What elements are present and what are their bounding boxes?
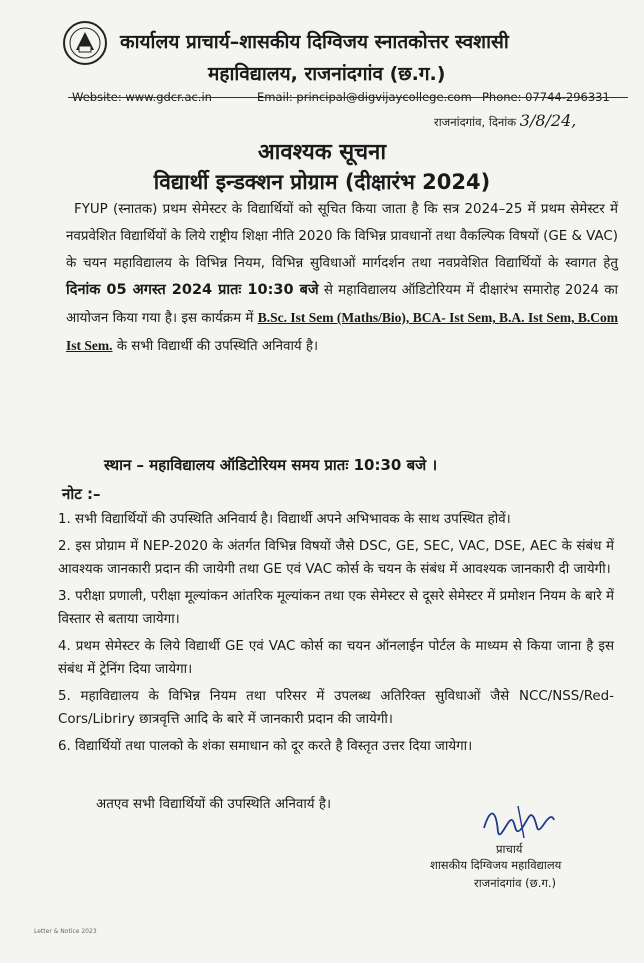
body-part-2: से महाविद्यालय ऑडिटोरियम में दीक्षारंभ समारोह 2024 का आयोजन किया गया है। इस कार्यक्रम में	[66, 283, 618, 326]
phone-text: Phone: 07744-296331	[482, 90, 610, 104]
note-item: 4. प्रथम सेमेस्टर के लिये विद्यार्थी GE एवं VAC कोर्स का चयन ऑनलाईन पोर्टल के माध्यम से किया जाना है इस संबंध में ट्रेनिंग दिया जायेगा।	[58, 638, 614, 677]
signatory-college: शासकीय दिग्विजय महाविद्यालय	[430, 858, 562, 872]
notice-subtitle: विद्यार्थी इन्डक्शन प्रोग्राम (दीक्षारंभ 2024)	[153, 170, 491, 194]
body-part-1: FYUP (स्नातक) प्रथम सेमेस्टर के विद्यार्थियों को सूचित किया जाता है कि सत्र 2024–25 में प्रथम सेमेस्टर में नवप्रवेशित विद्यार्थियों के लिये राष्ट्रीय शिक्षा नीति 2020 कि विभिन्न प्रावधानों तथा वैकल्पिक विषयों (GE & VAC) के चयन महाविद्यालय के विभिन्न नियम, विभिन्न सुविधाओं मार्गदर्शन तथा नवप्रवेशित विद्यार्थियों के स्वागत हेतु	[66, 202, 618, 271]
note-item: 6. विद्यार्थियों तथा पालको के शंका समाधान को दूर करते है विस्तृत उत्तर दिया जायेगा।	[58, 738, 473, 754]
note-item: 2. इस प्रोग्राम में NEP-2020 के अंतर्गत विभिन्न विषयों जैसे DSC, GE, SEC, VAC, DSE, AEC के संबंध में आवश्यक जानकारी प्रदान की जायेगी तथा GE एवं VAC कोर्स के चयन के संबंध में आवश्यक जानकारी दी जायेगी।	[58, 538, 614, 577]
event-date: दिनांक 05 अगस्त 2024 प्रातः 10:30 बजे	[66, 282, 319, 298]
email-text: Email: principal@digvijaycollege.com	[257, 90, 472, 104]
college-emblem-icon	[62, 20, 108, 66]
date-value: 3/8/24,	[519, 111, 577, 130]
note-item: 1. सभी विद्यार्थियों की उपस्थिति अनिवार्य है। विद्यार्थी अपने अभिभावक के साथ उपस्थित होवें।	[58, 512, 511, 527]
closing-line: अतएव सभी विद्यार्थियों की उपस्थिति अनिवार्य है।	[96, 797, 332, 812]
body-part-3: के सभी विद्यार्थी की उपस्थिति अनिवार्य है।	[116, 339, 319, 354]
note-label: नोट :–	[62, 485, 101, 503]
note-item: 3. परीक्षा प्रणाली, परीक्षा मूल्यांकन आंतरिक मूल्यांकन तथा एक सेमेस्टर से दूसरे सेमेस्टर में प्रमोशन नियम के बारे में विस्तार से बताया जायेगा।	[58, 588, 614, 627]
venue-line: स्थान – महाविद्यालय ऑडिटोरियम समय प्रातः 10:30 बजे ।	[104, 456, 438, 474]
letterhead-line-2: महाविद्यालय, राजनांदगांव (छ.ग.)	[208, 63, 446, 85]
note-item: 5. महाविद्यालय के विभिन्न नियम तथा परिसर में उपलब्ध अतिरिक्त सुविधाओं जैसे NCC/NSS/Red-Cors/Libriry छात्रवृत्ति आदि के बारे में जानकारी प्रदान की जायेगी।	[58, 688, 614, 727]
notice-title: आवश्यक सूचना	[257, 140, 387, 165]
header-divider	[68, 97, 628, 98]
date-line	[434, 111, 576, 130]
letterhead-line-1: कार्यालय प्राचार्य–शासकीय दिग्विजय स्नातकोत्तर स्वशासी	[120, 31, 509, 53]
website-text: Website: www.gdcr.ac.in	[72, 90, 212, 104]
course-list: B.Sc. Ist Sem (Maths/Bio), BCA- Ist Sem, B.A. Ist Sem, B.Com Ist Sem.	[66, 310, 619, 353]
letterhead	[0, 8, 644, 104]
notice-body	[66, 196, 618, 360]
signatory-place: राजनांदगांव (छ.ग.)	[474, 876, 557, 890]
signatory-title: प्राचार्य	[496, 842, 523, 856]
date-label: राजनांदगांव, दिनांक	[434, 115, 517, 129]
note-list	[58, 508, 614, 761]
footnote: Letter & Notice 2023	[34, 928, 97, 935]
